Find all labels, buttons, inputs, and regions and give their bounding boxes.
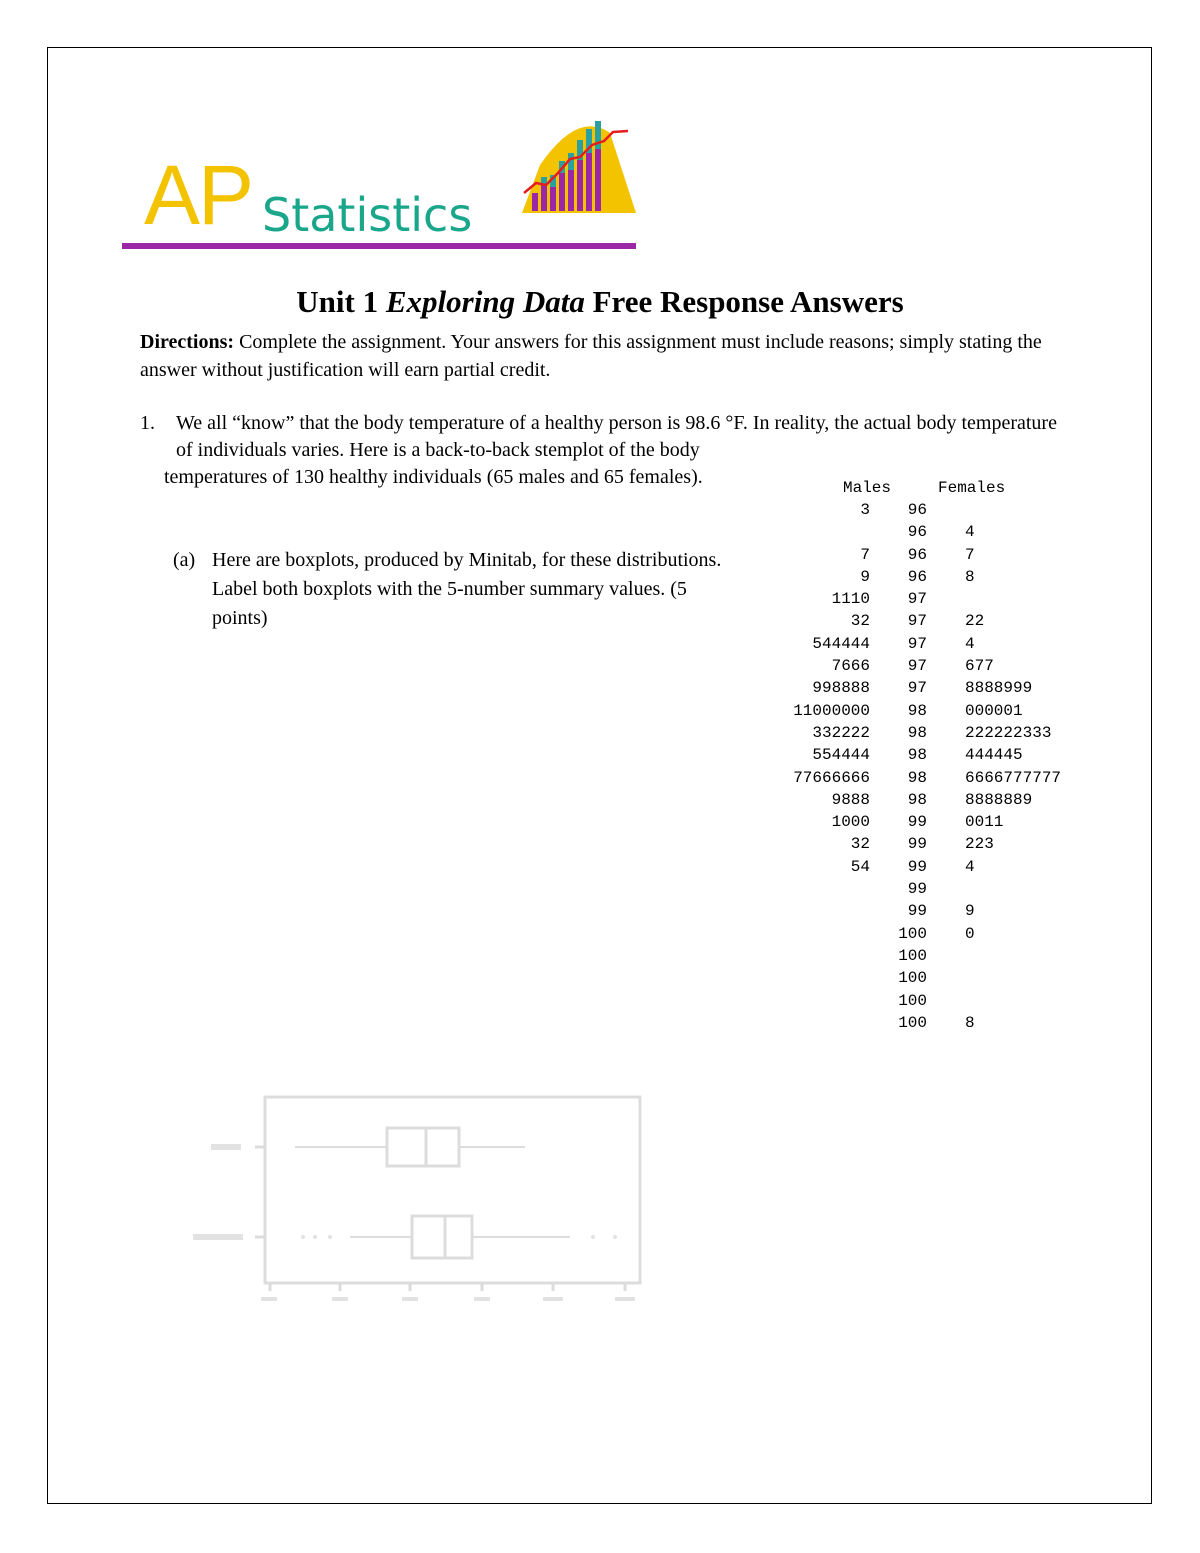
stemplot-males-leaves: 9888 bbox=[831, 790, 870, 809]
stemplot-stem: 96 bbox=[907, 501, 927, 519]
stemplot-row bbox=[760, 967, 1100, 989]
stemplot-stem: 99 bbox=[907, 813, 927, 832]
stemplot-females-leaves: 223 bbox=[965, 835, 994, 854]
stemplot-females-leaves: 7 bbox=[965, 545, 975, 564]
stemplot-stem: 98 bbox=[907, 701, 927, 720]
stemplot-females-leaves: 000001 bbox=[965, 701, 1023, 720]
stemplot-males-leaves: 32 bbox=[850, 612, 870, 631]
stemplot-stem: 98 bbox=[907, 746, 927, 765]
stemplot-stem: 100 bbox=[898, 1013, 927, 1032]
stemplot-females-header: Females bbox=[938, 479, 1006, 497]
page-title bbox=[0, 284, 1200, 320]
stemplot-stem: 96 bbox=[907, 523, 927, 542]
logo-ap-text: AP bbox=[144, 148, 253, 242]
question-1-text: We all “know” that the body temperature of a healthy person is 98.6 °F. In reality, the actual body temperature of individuals varies. Here is a back-to-back stemplot of the body bbox=[176, 412, 1057, 461]
title-suffix: Free Response Answers bbox=[584, 284, 904, 319]
bar-chart-icon bbox=[518, 115, 638, 220]
stemplot-stem: 100 bbox=[898, 946, 927, 965]
stemplot-males-leaves: 7 bbox=[860, 545, 870, 564]
stemplot-females-leaves: 0 bbox=[965, 924, 975, 943]
stemplot-females-leaves: 8 bbox=[965, 1013, 975, 1032]
stemplot-males-leaves: 54 bbox=[850, 857, 870, 876]
stemplot-females-leaves: 8 bbox=[965, 567, 975, 586]
boxplot-figure bbox=[185, 1075, 655, 1315]
stemplot-males-leaves: 77666666 bbox=[793, 768, 870, 787]
stemplot-row bbox=[760, 990, 1100, 1012]
question-1-continuation: temperatures of 130 healthy individuals (65 males and 65 females). bbox=[164, 466, 703, 488]
stemplot-males-leaves: 3 bbox=[860, 501, 870, 519]
stemplot-females-leaves: 0011 bbox=[965, 813, 1004, 832]
stemplot-row bbox=[760, 767, 1100, 789]
stemplot-stem: 98 bbox=[907, 768, 927, 787]
title-prefix: Unit 1 bbox=[296, 284, 386, 319]
stemplot-row bbox=[760, 833, 1100, 855]
directions-text: Complete the assignment. Your answers for this assignment must include reasons; simply stating the answer without justification will earn partial credit. bbox=[140, 331, 1042, 381]
stemplot-row bbox=[760, 900, 1100, 922]
stemplot-stem: 100 bbox=[898, 924, 927, 943]
stemplot-males-leaves: 1000 bbox=[831, 813, 870, 832]
stemplot-males-leaves: 11000000 bbox=[793, 701, 870, 720]
stemplot-stem: 96 bbox=[907, 545, 927, 564]
stemplot-row bbox=[760, 499, 1100, 521]
stemplot-row bbox=[760, 856, 1100, 878]
stemplot-females-leaves: 22 bbox=[965, 612, 985, 631]
stemplot-row bbox=[760, 923, 1100, 945]
logo-statistics-text: Statistics bbox=[262, 188, 473, 242]
stemplot-row bbox=[760, 566, 1100, 588]
stemplot-row bbox=[760, 588, 1100, 610]
stemplot-stem: 97 bbox=[907, 634, 927, 653]
stemplot-stem: 99 bbox=[907, 857, 927, 876]
stemplot-stem: 96 bbox=[907, 567, 927, 586]
stemplot-females-leaves: 8888889 bbox=[965, 790, 1033, 809]
ap-statistics-logo bbox=[120, 115, 640, 255]
stemplot-stem: 99 bbox=[907, 835, 927, 854]
stemplot-row bbox=[760, 722, 1100, 744]
stemplot-females-leaves: 4 bbox=[965, 857, 975, 876]
stemplot-stem: 100 bbox=[898, 991, 927, 1010]
stemplot-females-leaves: 6666777777 bbox=[965, 768, 1062, 787]
title-italic: Exploring Data bbox=[385, 284, 585, 319]
stemplot-stem: 99 bbox=[907, 880, 927, 899]
stemplot-females-leaves: 9 bbox=[965, 902, 975, 921]
stemplot-stem: 97 bbox=[907, 657, 927, 676]
stemplot-row bbox=[760, 677, 1100, 699]
stemplot-females-leaves: 444445 bbox=[965, 746, 1023, 765]
stemplot-males-header: Males bbox=[843, 479, 892, 497]
stemplot-stem: 100 bbox=[898, 969, 927, 988]
stemplot-row bbox=[760, 700, 1100, 722]
stemplot-row bbox=[760, 789, 1100, 811]
stemplot-females-leaves: 4 bbox=[965, 523, 975, 542]
stemplot-row bbox=[760, 811, 1100, 833]
stemplot-row bbox=[760, 878, 1100, 900]
part-a-label: (a) bbox=[173, 549, 196, 571]
stemplot-males-leaves: 1110 bbox=[831, 590, 870, 609]
directions-label: Directions: bbox=[140, 331, 235, 353]
stemplot-males-leaves: 332222 bbox=[812, 723, 870, 742]
stemplot-row bbox=[760, 544, 1100, 566]
stemplot-row bbox=[760, 633, 1100, 655]
question-1-number: 1. bbox=[140, 412, 155, 434]
stemplot-males-leaves: 554444 bbox=[812, 746, 870, 765]
stemplot-row bbox=[760, 1012, 1100, 1034]
stemplot-males-leaves: 9 bbox=[860, 567, 870, 586]
directions-paragraph bbox=[140, 328, 1060, 384]
stemplot-row bbox=[760, 945, 1100, 967]
stemplot-females-leaves: 8888999 bbox=[965, 679, 1033, 698]
stemplot-stem: 99 bbox=[907, 902, 927, 921]
stemplot-row bbox=[760, 744, 1100, 766]
stemplot-females-leaves: 4 bbox=[965, 634, 975, 653]
stemplot-stem: 97 bbox=[907, 590, 927, 609]
stemplot-males-leaves: 544444 bbox=[812, 634, 870, 653]
stemplot-stem: 98 bbox=[907, 723, 927, 742]
stemplot-row bbox=[760, 521, 1100, 543]
part-a-text: Here are boxplots, produced by Minitab, for these distributions. Label both boxplots with the 5-number summary values. (5 points) bbox=[212, 549, 722, 629]
stemplot-stem: 97 bbox=[907, 679, 927, 698]
stemplot-stem: 98 bbox=[907, 790, 927, 809]
stemplot-females-leaves: 677 bbox=[965, 657, 994, 676]
stemplot-row bbox=[760, 610, 1100, 632]
stemplot-males-leaves: 32 bbox=[850, 835, 870, 854]
stemplot-row bbox=[760, 655, 1100, 677]
stemplot-males-leaves: 7666 bbox=[831, 657, 870, 676]
stemplot-females-leaves: 222222333 bbox=[965, 723, 1052, 742]
stemplot-table bbox=[760, 499, 1100, 1034]
logo-underline bbox=[122, 243, 636, 249]
stemplot-stem: 97 bbox=[907, 612, 927, 631]
stemplot-males-leaves: 998888 bbox=[812, 679, 870, 698]
